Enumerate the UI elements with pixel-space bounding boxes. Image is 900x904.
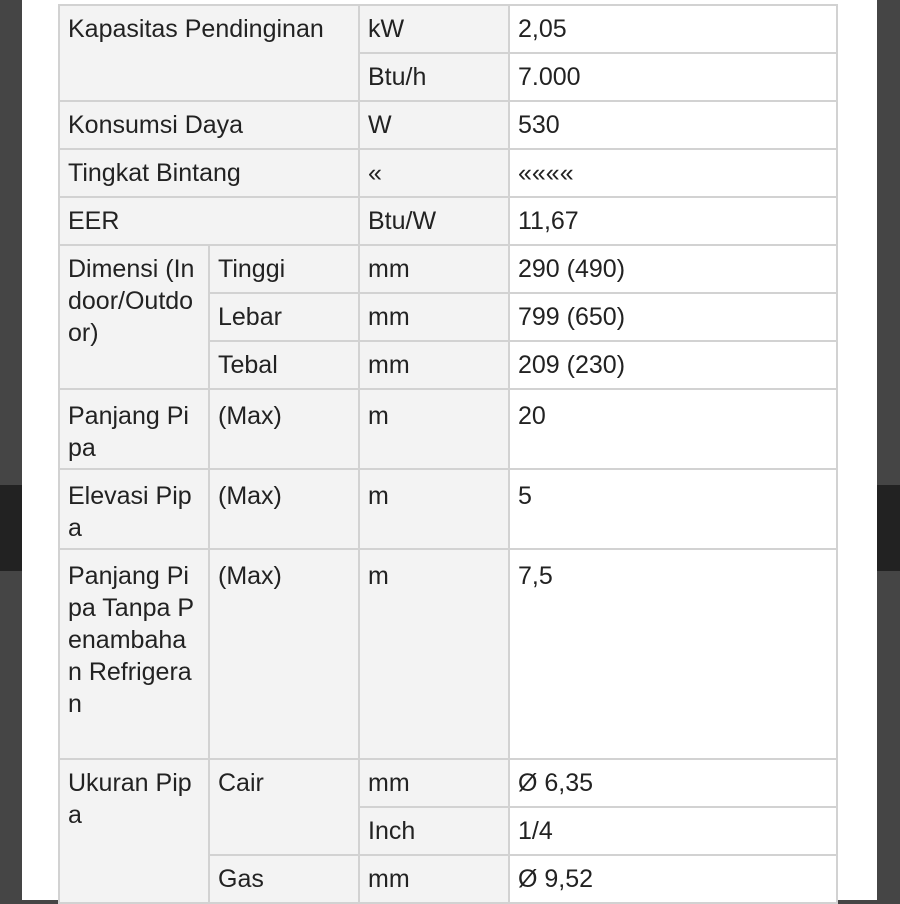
unit-cell: mm xyxy=(359,293,509,341)
unit-cell: Inch xyxy=(359,807,509,855)
sub-label: (Max) xyxy=(209,549,359,759)
table-row xyxy=(59,245,837,293)
table-row xyxy=(59,389,837,469)
row-label: Ukuran Pipa xyxy=(59,759,209,903)
side-overlay-left xyxy=(0,485,22,571)
value-cell: 11,67 xyxy=(509,197,837,245)
value-cell: 530 xyxy=(509,101,837,149)
side-overlay-right xyxy=(877,485,900,571)
sub-label: Tebal xyxy=(209,341,359,389)
value-cell: Ø 9,52 xyxy=(509,855,837,903)
value-cell: 209 (230) xyxy=(509,341,837,389)
row-label: Konsumsi Daya xyxy=(59,101,359,149)
unit-cell: « xyxy=(359,149,509,197)
sub-label: (Max) xyxy=(209,469,359,549)
table-row xyxy=(59,197,837,245)
unit-cell: m xyxy=(359,389,509,469)
sub-label: Lebar xyxy=(209,293,359,341)
spec-page xyxy=(22,0,877,900)
row-label: Panjang Pipa xyxy=(59,389,209,469)
table-row xyxy=(59,759,837,807)
spec-table xyxy=(58,4,838,904)
row-label: Dimensi (Indoor/Outdoor) xyxy=(59,245,209,389)
unit-cell: W xyxy=(359,101,509,149)
unit-cell: Btu/W xyxy=(359,197,509,245)
unit-cell: m xyxy=(359,469,509,549)
row-label: Elevasi Pipa xyxy=(59,469,209,549)
sub-label: Cair xyxy=(209,759,359,855)
table-row xyxy=(59,549,837,759)
unit-cell: mm xyxy=(359,759,509,807)
value-cell: 7,5 xyxy=(509,549,837,759)
unit-cell: mm xyxy=(359,245,509,293)
row-label: Panjang Pipa Tanpa Penambahan Refrigeran xyxy=(59,549,209,759)
value-cell: 1/4 xyxy=(509,807,837,855)
value-cell: 290 (490) xyxy=(509,245,837,293)
sub-label: Tinggi xyxy=(209,245,359,293)
sub-label: (Max) xyxy=(209,389,359,469)
unit-cell: mm xyxy=(359,855,509,903)
row-label: Kapasitas Pendinginan xyxy=(59,5,359,101)
table-row xyxy=(59,469,837,549)
table-row xyxy=(59,101,837,149)
unit-cell: kW xyxy=(359,5,509,53)
table-row xyxy=(59,149,837,197)
value-cell: 799 (650) xyxy=(509,293,837,341)
value-cell: Ø 6,35 xyxy=(509,759,837,807)
value-cell: 5 xyxy=(509,469,837,549)
unit-cell: mm xyxy=(359,341,509,389)
row-label: Tingkat Bintang xyxy=(59,149,359,197)
value-cell: 20 xyxy=(509,389,837,469)
row-label: EER xyxy=(59,197,359,245)
value-cell: 7.000 xyxy=(509,53,837,101)
sub-label: Gas xyxy=(209,855,359,903)
unit-cell: Btu/h xyxy=(359,53,509,101)
table-row xyxy=(59,5,837,53)
value-cell: «««« xyxy=(509,149,837,197)
value-cell: 2,05 xyxy=(509,5,837,53)
unit-cell: m xyxy=(359,549,509,759)
